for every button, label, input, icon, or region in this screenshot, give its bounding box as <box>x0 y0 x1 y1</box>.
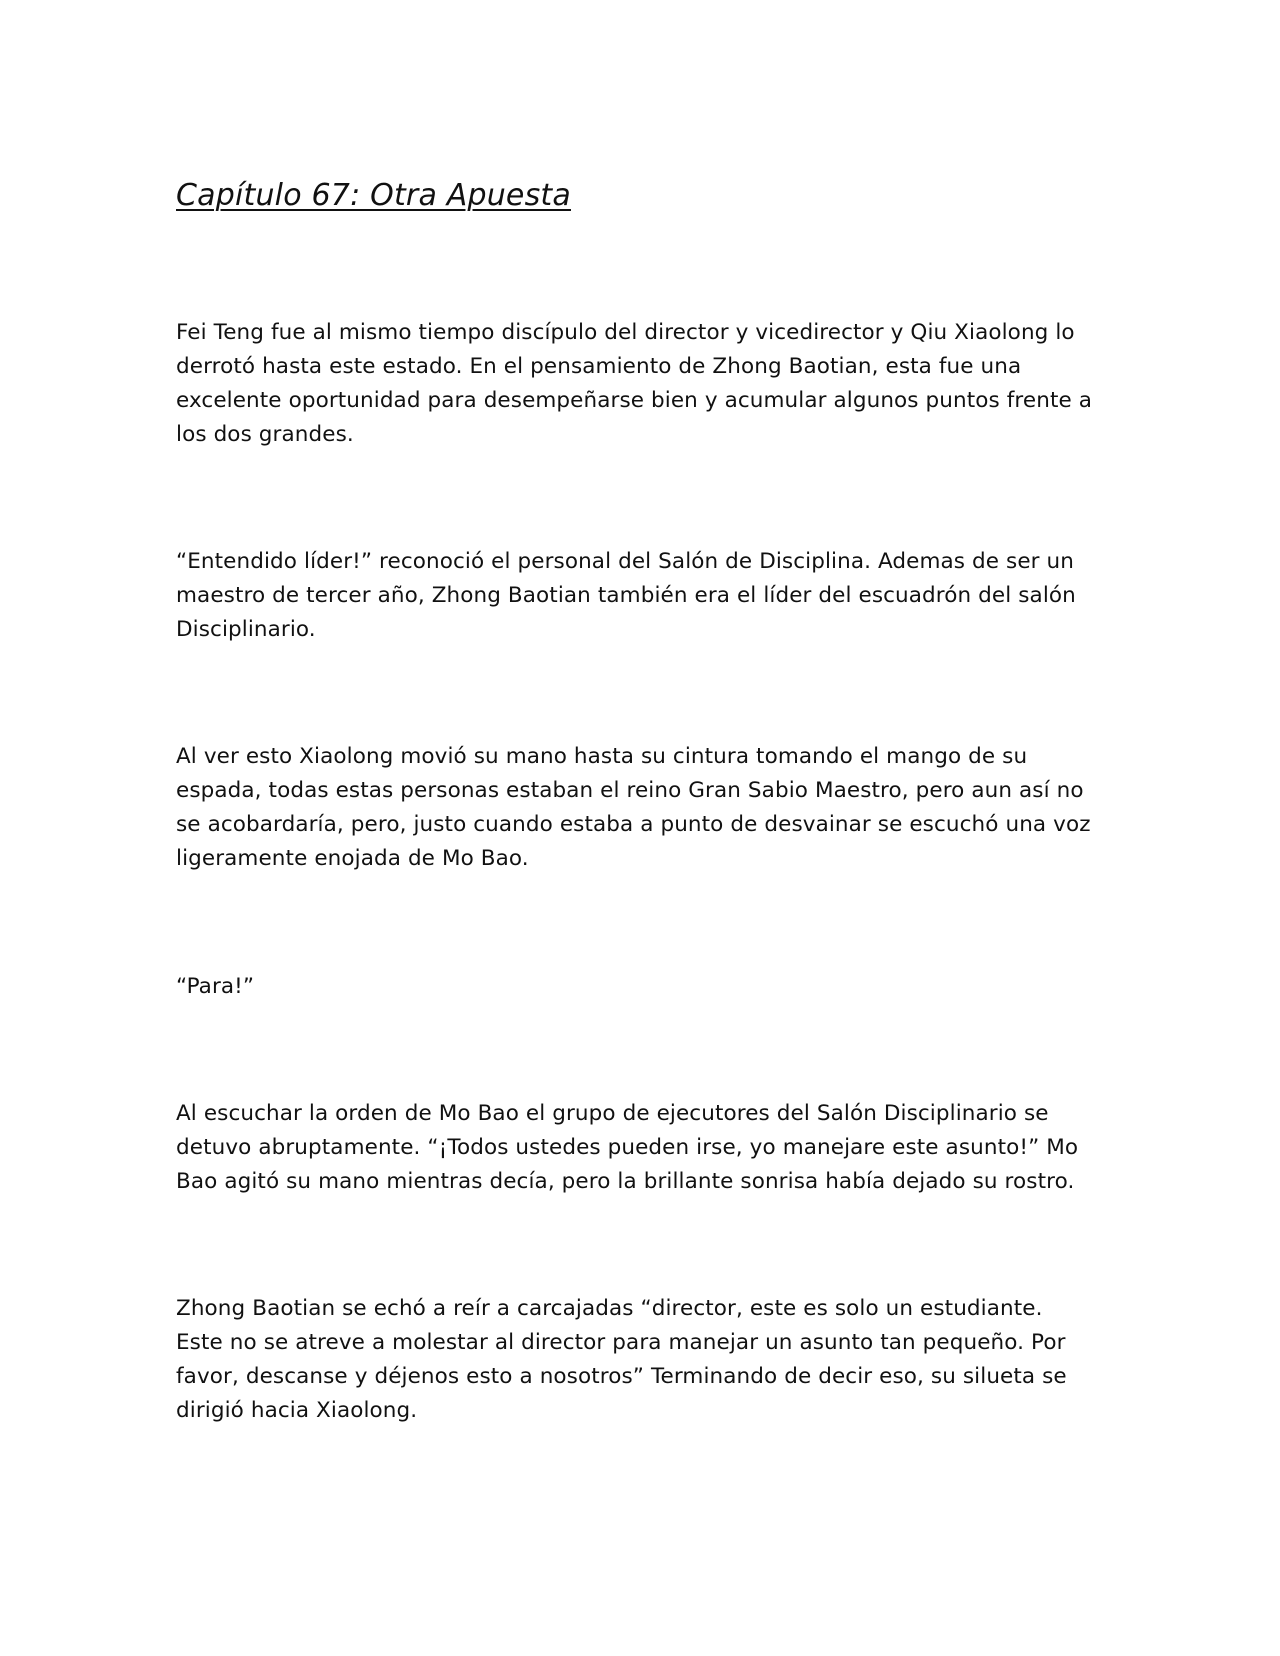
paragraph-5: Al escuchar la orden de Mo Bao el grupo de ejecutores del Salón Disciplinario se detuvo abruptamente. “¡Todos ustedes pueden irse, yo manejare este asunto!” Mo Bao agitó su mano mientras decía, pero la brillante sonrisa había dejado su rostro. <box>176 1101 1079 1194</box>
paragraph-4: “Para!” <box>176 974 255 999</box>
paragraph-6: Zhong Baotian se echó a reír a carcajadas “director, este es solo un estudiante. Este no se atreve a molestar al director para manejar un asunto tan pequeño. Por favor, descanse y déjenos esto a nosotros” Terminando de decir eso, su silueta se dirigió hacia Xiaolong. <box>176 1296 1067 1423</box>
paragraph-3: Al ver esto Xiaolong movió su mano hasta su cintura tomando el mango de su espada, todas estas personas estaban el reino Gran Sabio Maestro, pero aun así no se acobardaría, pero, justo cuando estaba a punto de desvainar se escuchó una voz ligeramente enojada de Mo Bao. <box>176 744 1091 871</box>
paragraph-2: “Entendido líder!” reconoció el personal del Salón de Disciplina. Ademas de ser un maestro de tercer año, Zhong Baotian también era el líder del escuadrón del salón Disciplinario. <box>176 549 1076 642</box>
chapter-title: Capítulo 67: Otra Apuesta <box>176 178 571 213</box>
paragraph-1: Fei Teng fue al mismo tiempo discípulo del director y vicedirector y Qiu Xiaolong lo derrotó hasta este estado. En el pensamiento de Zhong Baotian, esta fue una excelente oportunidad para desempeñarse bien y acumular algunos puntos frente a los dos grandes. <box>176 320 1093 447</box>
